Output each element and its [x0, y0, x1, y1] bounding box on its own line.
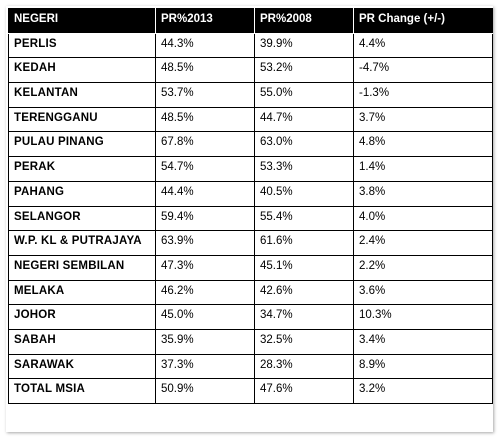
- cell-pr-2008: 45.1%: [255, 255, 354, 280]
- header-row: [9, 9, 493, 34]
- cell-pr-2008: 55.4%: [255, 206, 354, 231]
- cell-negeri: PERLIS: [9, 33, 156, 58]
- cell-pr-change: 3.8%: [354, 181, 493, 206]
- cell-pr-2008: 53.3%: [255, 157, 354, 182]
- cell-pr-2013: 53.7%: [156, 83, 255, 108]
- cell-pr-2013: 45.0%: [156, 305, 255, 330]
- table-row: [9, 255, 493, 280]
- pr-results-table: [8, 8, 493, 404]
- header-pr-change: PR Change (+/-): [354, 9, 493, 34]
- table-row: [9, 231, 493, 256]
- cell-negeri: TOTAL MSIA: [9, 379, 156, 404]
- cell-pr-2008: 63.0%: [255, 132, 354, 157]
- cell-negeri: SELANGOR: [9, 206, 156, 231]
- cell-pr-2013: 54.7%: [156, 157, 255, 182]
- table-row: [9, 329, 493, 354]
- cell-pr-2008: 44.7%: [255, 107, 354, 132]
- cell-pr-change: 2.4%: [354, 231, 493, 256]
- cell-pr-2013: 44.3%: [156, 33, 255, 58]
- cell-pr-2008: 28.3%: [255, 354, 354, 379]
- cell-pr-2008: 61.6%: [255, 231, 354, 256]
- cell-pr-2013: 35.9%: [156, 329, 255, 354]
- table-row: [9, 83, 493, 108]
- cell-pr-2008: 53.2%: [255, 58, 354, 83]
- cell-pr-change: -1.3%: [354, 83, 493, 108]
- cell-negeri: KEDAH: [9, 58, 156, 83]
- cell-pr-change: 4.0%: [354, 206, 493, 231]
- cell-pr-2013: 44.4%: [156, 181, 255, 206]
- table-row: [9, 157, 493, 182]
- cell-pr-2008: 42.6%: [255, 280, 354, 305]
- table-body: [9, 33, 493, 403]
- cell-pr-2008: 55.0%: [255, 83, 354, 108]
- cell-pr-2013: 46.2%: [156, 280, 255, 305]
- cell-pr-2008: 47.6%: [255, 379, 354, 404]
- cell-pr-2008: 40.5%: [255, 181, 354, 206]
- cell-pr-change: 3.7%: [354, 107, 493, 132]
- cell-negeri: JOHOR: [9, 305, 156, 330]
- cell-pr-change: 10.3%: [354, 305, 493, 330]
- cell-negeri: KELANTAN: [9, 83, 156, 108]
- cell-pr-change: 8.9%: [354, 354, 493, 379]
- cell-negeri: MELAKA: [9, 280, 156, 305]
- cell-pr-2013: 67.8%: [156, 132, 255, 157]
- table-row: [9, 107, 493, 132]
- cell-negeri: W.P. KL & PUTRAJAYA: [9, 231, 156, 256]
- table-row: [9, 181, 493, 206]
- cell-pr-2008: 32.5%: [255, 329, 354, 354]
- cell-pr-2008: 39.9%: [255, 33, 354, 58]
- table-header: [9, 9, 493, 34]
- cell-pr-change: 3.2%: [354, 379, 493, 404]
- table-row: [9, 58, 493, 83]
- cell-pr-change: -4.7%: [354, 58, 493, 83]
- cell-pr-2013: 59.4%: [156, 206, 255, 231]
- cell-pr-2008: 34.7%: [255, 305, 354, 330]
- header-pr-2008: PR%2008: [255, 9, 354, 34]
- cell-negeri: SARAWAK: [9, 354, 156, 379]
- table-row: [9, 33, 493, 58]
- cell-pr-change: 2.2%: [354, 255, 493, 280]
- cell-pr-2013: 48.5%: [156, 58, 255, 83]
- header-pr-2013: PR%2013: [156, 9, 255, 34]
- table-row: [9, 379, 493, 404]
- header-negeri: NEGERI: [9, 9, 156, 34]
- cell-pr-change: 4.4%: [354, 33, 493, 58]
- cell-pr-2013: 48.5%: [156, 107, 255, 132]
- cell-pr-2013: 37.3%: [156, 354, 255, 379]
- cell-pr-change: 3.6%: [354, 280, 493, 305]
- cell-negeri: NEGERI SEMBILAN: [9, 255, 156, 280]
- cell-pr-2013: 47.3%: [156, 255, 255, 280]
- cell-pr-change: 1.4%: [354, 157, 493, 182]
- cell-negeri: TERENGGANU: [9, 107, 156, 132]
- table-row: [9, 132, 493, 157]
- cell-pr-2013: 50.9%: [156, 379, 255, 404]
- cell-negeri: SABAH: [9, 329, 156, 354]
- cell-negeri: PERAK: [9, 157, 156, 182]
- table-row: [9, 305, 493, 330]
- table-row: [9, 354, 493, 379]
- cell-negeri: PULAU PINANG: [9, 132, 156, 157]
- table-row: [9, 280, 493, 305]
- cell-pr-2013: 63.9%: [156, 231, 255, 256]
- cell-pr-change: 4.8%: [354, 132, 493, 157]
- table-row: [9, 206, 493, 231]
- cell-negeri: PAHANG: [9, 181, 156, 206]
- cell-pr-change: 3.4%: [354, 329, 493, 354]
